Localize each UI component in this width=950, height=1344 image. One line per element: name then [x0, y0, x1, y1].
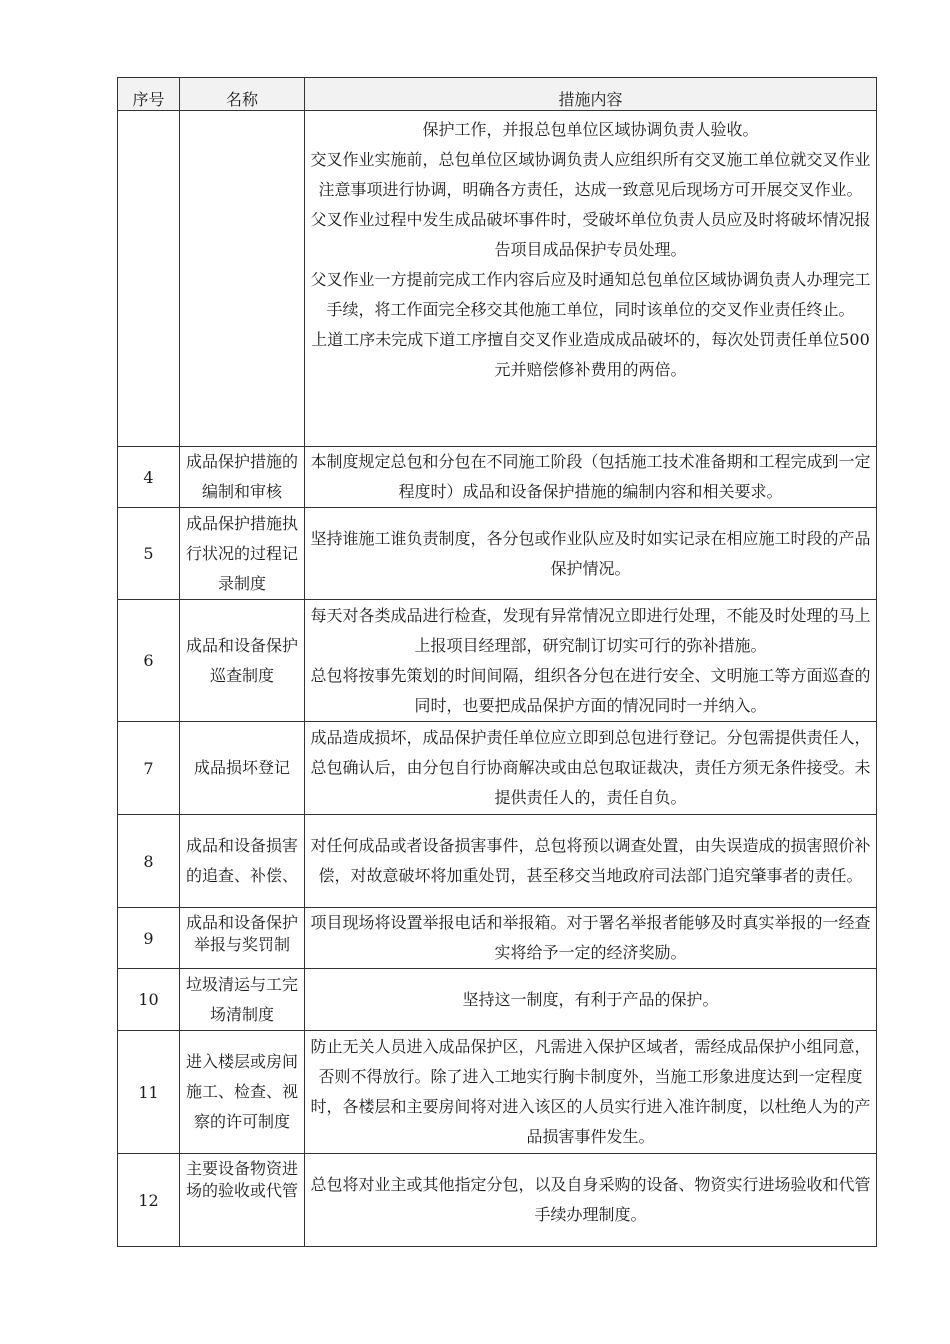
row-name-text: 主要设备物资进场的验收或代管	[185, 1159, 298, 1200]
row-number: 9	[118, 908, 180, 969]
row-content	[305, 1031, 877, 1154]
table-row	[118, 111, 877, 447]
row-name: 成品和设备保护巡查制度	[180, 600, 305, 722]
table-row	[118, 447, 877, 508]
row-number: 10	[118, 969, 180, 1031]
row-name: 成品损坏登记	[180, 722, 305, 815]
row-content	[305, 508, 877, 600]
row-number: 6	[118, 600, 180, 722]
content-paragraph: 本制度规定总包和分包在不同施工阶段（包括施工技术准备期和工程完成到一定程度时）成品和设备保护措施的编制内容和相关要求。	[310, 452, 871, 501]
table-row	[118, 908, 877, 969]
row-number	[118, 111, 180, 447]
row-content	[305, 908, 877, 969]
table-row	[118, 600, 877, 722]
row-name: 成品保护措施的编制和审核	[180, 447, 305, 508]
row-content	[305, 815, 877, 908]
content-paragraph: 总包将对业主或其他指定分包，以及自身采购的设备、物资实行进场验收和代管手续办理制度。	[310, 1175, 871, 1224]
row-number: 7	[118, 722, 180, 815]
row-content	[305, 111, 877, 447]
content-paragraph: 父叉作业一方提前完成工作内容后应及时通知总包单位区域协调负责人办理完工手续，将工作面完全移交其他施工单位，同时该单位的交叉作业责任终止。	[310, 270, 871, 319]
row-content	[305, 447, 877, 508]
row-number: 11	[118, 1031, 180, 1154]
row-number: 12	[118, 1154, 180, 1247]
row-name	[180, 1154, 305, 1247]
table-row	[118, 1031, 877, 1154]
content-paragraph: 父叉作业过程中发生成品破坏事件时，受破坏单位负责人员应及时将破坏情况报告项目成品保护专员处理。	[310, 210, 871, 259]
header-no: 序号	[118, 78, 180, 111]
row-number: 4	[118, 447, 180, 508]
table-row	[118, 722, 877, 815]
row-number: 8	[118, 815, 180, 908]
content-paragraph: 成品造成损坏，成品保护责任单位应立即到总包进行登记。分包需提供责任人，总包确认后，由分包自行协商解决或由总包取证裁决，责任方须无条件接受。未提供责任人的，责任自负。	[310, 728, 871, 807]
row-content	[305, 722, 877, 815]
row-content	[305, 1154, 877, 1247]
content-paragraph: 每天对各类成品进行检查，发现有异常情况立即进行处理，不能及时处理的马上上报项目经理部，研究制订切实可行的弥补措施。	[310, 605, 871, 655]
row-number: 5	[118, 508, 180, 600]
content-paragraph: 坚持谁施工谁负责制度，各分包或作业队应及时如实记录在相应施工时段的产品保护情况。	[310, 528, 871, 578]
header-row	[118, 78, 877, 111]
header-content: 措施内容	[305, 78, 877, 111]
table-row	[118, 508, 877, 600]
row-name	[180, 908, 305, 969]
content-paragraph: 项目现场将设置举报电话和举报箱。对于署名举报者能够及时真实举报的一经查实将给予一定的经济奖励。	[310, 913, 871, 962]
content-paragraph: 防止无关人员进入成品保护区，凡需进入保护区域者，需经成品保护小组同意，否则不得放行。除了进入工地实行胸卡制度外，当施工形象进度达到一定程度时，各楼层和主要房间将对进入该区的人员实行进入准许制度，以杜绝人为的产品损害事件发生。	[310, 1037, 871, 1146]
row-name: 成品和设备损害的追查、补偿、	[180, 815, 305, 908]
row-name: 垃圾清运与工完场清制度	[180, 969, 305, 1031]
table-row	[118, 969, 877, 1031]
content-paragraph: 坚持这一制度，有利于产品的保护。	[462, 989, 719, 1009]
measures-table	[117, 77, 877, 1247]
row-content	[305, 969, 877, 1031]
row-name: 成品保护措施执行状况的过程记录制度	[180, 508, 305, 600]
row-content	[305, 600, 877, 722]
row-name-text: 成品和设备保护举报与奖罚制	[185, 913, 298, 954]
content-paragraph: 交叉作业实施前，总包单位区域协调负责人应组织所有交叉施工单位就交叉作业注意事项进行协调，明确各方责任，达成一致意见后现场方可开展交叉作业。	[310, 150, 871, 199]
content-paragraph: 上道工序未完成下道工序擅自交叉作业造成成品破坏的，每次处罚责任单位500元并赔偿修补费用的两倍。	[311, 330, 870, 379]
content-paragraph: 总包将按事先策划的时间间隔，组织各分包在进行安全、文明施工等方面巡查的同时，也要把成品保护方面的情况同时一并纳入。	[310, 665, 871, 715]
header-name: 名称	[180, 78, 305, 111]
table-row	[118, 1154, 877, 1247]
content-paragraph: 保护工作，并报总包单位区域协调负责人验收。	[422, 120, 759, 139]
content-paragraph: 对任何成品或者设备损害事件，总包将预以调查处置，由失误造成的损害照价补偿，对故意破坏将加重处罚，甚至移交当地政府司法部门追究肇事者的责任。	[310, 836, 871, 885]
table-row	[118, 815, 877, 908]
row-name	[180, 111, 305, 447]
row-name: 进入楼层或房间施工、检查、视察的许可制度	[180, 1031, 305, 1154]
